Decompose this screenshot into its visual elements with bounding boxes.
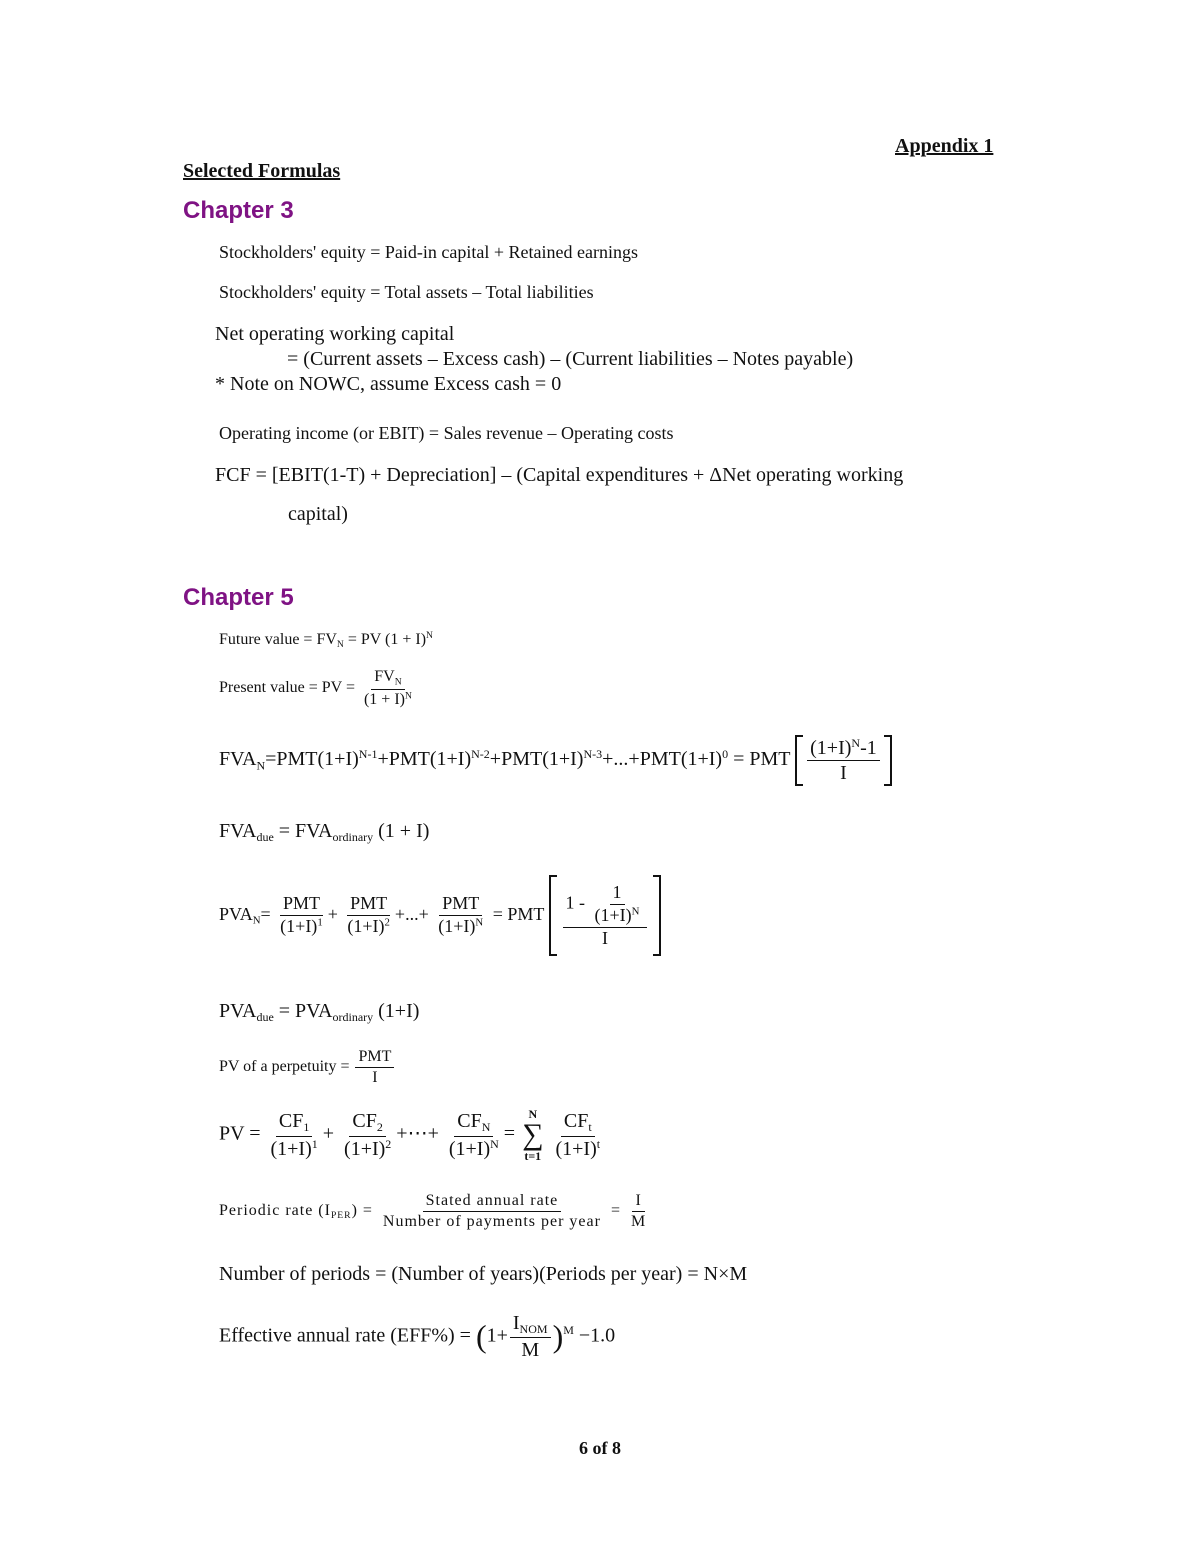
nowc-formula: = (Current assets – Excess cash) – (Current liabilities – Notes payable) [287,348,854,370]
eff-tail: −1.0 [578,1324,616,1347]
pv-fraction: $\frac{FV_N}{(1 + I)^N}$ [363,668,412,708]
fva-formula: $FVA_N=PMT(1+I)^{N-1}+PMT(1+I)^{N-2}+PMT(1+I)^{N-3}+...+PMT(1+I)^0$ = PMT $\frac{(1+I)^N-1}{I}$ [219,735,892,786]
fva-due-formula: $FVA_{due} = FVA_{ordinary}$ (1 + I) [219,820,430,845]
pva-formula: $PVA_N=$ $\frac{\text{PMT}}{(1+I)^1}$ + $\frac{\text{PMT}}{(1+I)^2}$ +...+ $\frac{\text{PMT}}{(1+I)^N}$ = PMT 1 - $\frac{1}{(1+I)^N}$ I [219,875,661,956]
future-value-formula: Future value = $FV_N$ = PV $(1 + I)^N$ [219,630,433,651]
pv-cash-flows-formula: PV = $\frac{CF_1}{(1+I)^1}$ + $\frac{CF_2}{(1+I)^2}$ +⋯+ $\frac{CF_N}{(1+I)^N}$ = N ∑ t=1 $\frac{CF_t}{(1+I)^t}$ [219,1107,601,1163]
fva-label: FVA [219,748,257,771]
number-of-periods-formula: Number of periods = (Number of years)(Periods per year) = N×M [219,1263,748,1285]
fva-due-label: FVA [219,820,257,842]
pv-label: Present value = PV = [219,678,355,696]
periodic-rate-formula: Periodic rate $(I_{PER})$ = $\frac{\text{Stated annual rate}}{\text{Number of payments per year}}$ = $\frac{I}{M}$ [219,1192,647,1230]
fcf-formula-cont: capital) [288,503,348,525]
fcf-formula: FCF = [EBIT(1-T) + Depreciation] – (Capital expenditures + ΔNet operating working [215,464,904,486]
pva-label: PVA [219,903,253,924]
page-number: 6 of 8 [579,1438,621,1458]
chapter-5-heading: Chapter 5 [183,584,294,611]
pva-due-label: PVA [219,1000,257,1022]
equity-formula-1: Stockholders' equity = Paid-in capital + Retained earnings [219,242,638,262]
nowc-note: * Note on NOWC, assume Excess cash = 0 [215,373,562,395]
eff-label: Effective annual rate (EFF%) = [219,1324,471,1347]
periodic-rate-label: Periodic rate [219,1201,314,1219]
selected-formulas-heading: Selected Formulas [183,160,341,182]
fv-label: Future value = FV [219,630,337,648]
periodic-rate-numerator: Stated annual rate [423,1192,562,1212]
effective-annual-rate-formula: Effective annual rate (EFF%) = (1+ $\frac{I_{NOM}}{M}$ )$^M$ −1.0 [219,1312,616,1362]
nowc-label: Net operating working capital [215,323,455,345]
appendix-title: Appendix 1 [895,135,994,157]
perpetuity-label: PV of a perpetuity = [219,1057,350,1075]
ebit-formula: Operating income (or EBIT) = Sales revenue – Operating costs [219,423,674,443]
equity-formula-2: Stockholders' equity = Total assets – Total liabilities [219,282,594,302]
present-value-formula [219,668,417,709]
fva-bracket: $\frac{(1+I)^N-1}{I}$ [795,735,892,786]
chapter-3-heading: Chapter 3 [183,197,294,224]
pva-bracket: 1 - $\frac{1}{(1+I)^N}$ I [549,875,662,956]
perpetuity-formula: PV of a perpetuity = $\frac{\text{PMT}}{I}$ [219,1048,396,1086]
periodic-rate-denominator: Number of payments per year [382,1212,601,1230]
pv-cf-label: PV = [219,1122,261,1145]
pva-due-formula: $PVA_{due} = PVA_{ordinary}$ (1+I) [219,1000,420,1025]
summation-symbol: N ∑ t=1 [522,1107,544,1163]
